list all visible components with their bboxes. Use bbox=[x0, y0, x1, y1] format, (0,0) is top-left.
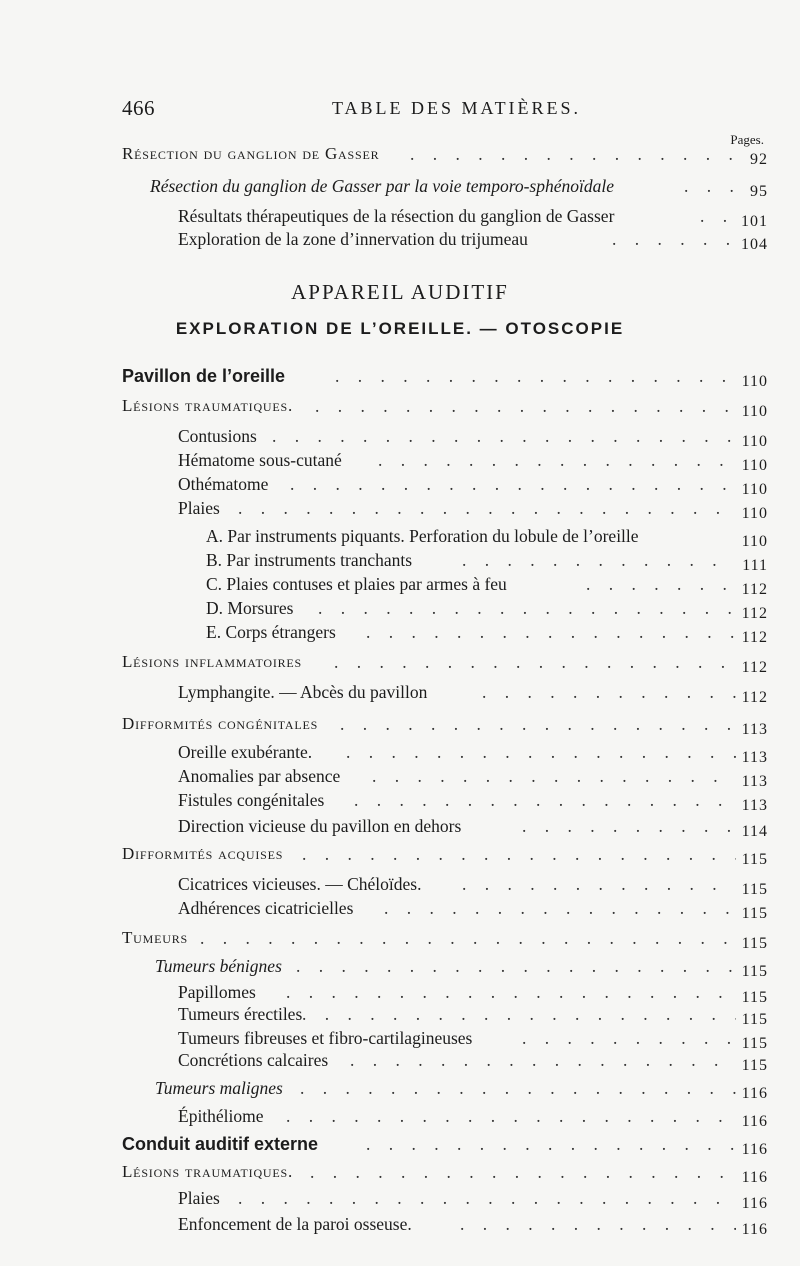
toc-entry-page: 104 bbox=[741, 236, 768, 253]
running-title: TABLE DES MATIÈRES. bbox=[332, 98, 582, 118]
dot-leader bbox=[366, 1132, 736, 1156]
dot-leader bbox=[290, 472, 736, 496]
pages-column-label: Pages. bbox=[730, 132, 764, 147]
dot-leader bbox=[310, 1160, 736, 1184]
toc-entry bbox=[0, 712, 800, 736]
dot-leader bbox=[315, 394, 736, 418]
toc-entry-page: 116 bbox=[741, 1221, 768, 1238]
toc-entry bbox=[0, 1132, 800, 1156]
toc-entry bbox=[0, 842, 800, 866]
toc-entry bbox=[0, 1212, 800, 1236]
dot-leader bbox=[335, 364, 736, 388]
toc-entry-label: Direction vicieuse du pavillon en dehors bbox=[178, 816, 462, 836]
toc-entry-label: Épithéliome bbox=[178, 1106, 264, 1126]
toc-entry bbox=[0, 954, 800, 978]
toc-entry bbox=[0, 764, 800, 788]
toc-entry-label: Tumeurs malignes bbox=[155, 1078, 283, 1098]
toc-entry-label: Lymphangite. — Abcès du pavillon bbox=[178, 682, 428, 702]
dot-leader bbox=[522, 1026, 736, 1050]
toc-entry bbox=[0, 814, 800, 838]
toc-entry-label: E. Corps étrangers bbox=[206, 622, 336, 642]
toc-entry bbox=[0, 1026, 800, 1050]
toc-entry-page: 112 bbox=[741, 629, 768, 646]
toc-entry bbox=[0, 364, 800, 388]
dot-leader bbox=[354, 788, 736, 812]
dot-leader bbox=[366, 620, 736, 644]
toc-entry-page: 116 bbox=[741, 1141, 768, 1158]
toc-entry-page: 111 bbox=[742, 557, 768, 574]
toc-entry bbox=[0, 572, 800, 596]
dot-leader bbox=[272, 424, 736, 448]
toc-entry-label: Lésions inflammatoires bbox=[122, 652, 303, 671]
dot-leader bbox=[238, 1186, 736, 1210]
toc-entry-label: Fistules congénitales bbox=[178, 790, 325, 810]
toc-entry-page: 115 bbox=[741, 1035, 768, 1052]
toc-entry-page: 115 bbox=[741, 1057, 768, 1074]
toc-entry bbox=[0, 650, 800, 674]
toc-entry bbox=[0, 496, 800, 520]
toc-entry-label: Othématome bbox=[178, 474, 269, 494]
toc-entry bbox=[0, 448, 800, 472]
dot-leader bbox=[384, 896, 736, 920]
toc-entry bbox=[0, 394, 800, 418]
toc-entry-page: 112 bbox=[741, 689, 768, 706]
toc-entry-page: 95 bbox=[750, 183, 768, 200]
dot-leader bbox=[318, 596, 736, 620]
toc-entry-page: 110 bbox=[741, 433, 768, 450]
toc-entry bbox=[0, 548, 800, 572]
toc-entry-label: Difformités acquises bbox=[122, 844, 284, 863]
toc-entry-page: 115 bbox=[741, 989, 768, 1006]
toc-entry bbox=[0, 620, 800, 644]
toc-entry-label: Adhérences cicatricielles bbox=[178, 898, 354, 918]
toc-entry-label: Lésions traumatiques. bbox=[122, 396, 294, 415]
dot-leader bbox=[302, 1002, 736, 1026]
dot-leader bbox=[302, 842, 736, 866]
toc-entry bbox=[0, 1048, 800, 1072]
toc-entry-page: 110 bbox=[741, 533, 768, 550]
toc-entry-page: 110 bbox=[741, 481, 768, 498]
toc-entry-label: Tumeurs érectiles bbox=[178, 1004, 303, 1024]
toc-entry bbox=[0, 524, 800, 548]
toc-entry-page: 115 bbox=[741, 963, 768, 980]
toc-entry bbox=[0, 596, 800, 620]
toc-entry-page: 115 bbox=[741, 881, 768, 898]
toc-entry bbox=[0, 926, 800, 950]
toc-entry-label: Résection du ganglion de Gasser par la voie temporo-sphénoïdale bbox=[150, 176, 614, 196]
toc-entry bbox=[0, 1076, 800, 1100]
toc-entry-page: 116 bbox=[741, 1113, 768, 1130]
toc-entry-page: 101 bbox=[741, 213, 768, 230]
toc-entry-label: Conduit auditif externe bbox=[122, 1134, 319, 1154]
dot-leader bbox=[700, 204, 736, 228]
toc-entry-page: 115 bbox=[741, 851, 768, 868]
toc-entry bbox=[0, 142, 800, 166]
dot-leader bbox=[684, 174, 736, 198]
toc-entry bbox=[0, 1002, 800, 1026]
dot-leader bbox=[482, 680, 736, 704]
toc-entry-page: 116 bbox=[741, 1169, 768, 1186]
dot-leader bbox=[300, 1076, 736, 1100]
dot-leader bbox=[372, 764, 736, 788]
toc-entry-label: Pavillon de l’oreille bbox=[122, 366, 286, 386]
toc-entry-label: B. Par instruments tranchants bbox=[206, 550, 413, 570]
toc-entry bbox=[0, 788, 800, 812]
page-number: 466 bbox=[122, 96, 155, 120]
dot-leader bbox=[378, 448, 736, 472]
toc-entry-page: 110 bbox=[741, 403, 768, 420]
toc-entry-label: Papillomes bbox=[178, 982, 256, 1002]
toc-entry-label: Tumeurs bénignes bbox=[155, 956, 282, 976]
toc-entry-page: 110 bbox=[741, 505, 768, 522]
dot-leader bbox=[340, 712, 736, 736]
dot-leader bbox=[612, 227, 736, 251]
toc-entry bbox=[0, 896, 800, 920]
toc-entry-label: A. Par instruments piquants. Perforation du lobule de l’oreille bbox=[206, 526, 639, 546]
dot-leader bbox=[522, 814, 736, 838]
toc-entry-label: Anomalies par absence bbox=[178, 766, 341, 786]
subsection-title: EXPLORATION DE L’OREILLE. — OTOSCOPIE bbox=[175, 319, 625, 338]
toc-entry-page: 92 bbox=[750, 151, 768, 168]
toc-entry-label: Difformités congénitales bbox=[122, 714, 319, 733]
toc-entry bbox=[0, 980, 800, 1004]
toc-entry bbox=[0, 680, 800, 704]
toc-entry-label: Plaies bbox=[178, 498, 220, 518]
toc-entry bbox=[0, 740, 800, 764]
page-header bbox=[122, 96, 764, 147]
toc-entry-label: Cicatrices vicieuses. — Chéloïdes. bbox=[178, 874, 422, 894]
toc-entry-label: Tumeurs fibreuses et fibro-cartilagineuses bbox=[178, 1028, 473, 1048]
toc-entry-page: 116 bbox=[741, 1085, 768, 1102]
toc-entry-label: Résultats thérapeutiques de la résection du ganglion de Gasser bbox=[178, 206, 615, 226]
dot-leader bbox=[296, 954, 736, 978]
dot-leader bbox=[586, 572, 736, 596]
toc-entry-label: Oreille exubérante. bbox=[178, 742, 313, 762]
toc-entry bbox=[0, 227, 800, 251]
toc-entry-page: 115 bbox=[741, 1011, 768, 1028]
toc-entry bbox=[0, 424, 800, 448]
dot-leader bbox=[462, 872, 736, 896]
toc-entry-label: Tumeurs bbox=[122, 928, 188, 947]
toc-entry-label: D. Morsures bbox=[206, 598, 294, 618]
toc-entry-label: Lésions traumatiques. bbox=[122, 1162, 294, 1181]
dot-leader bbox=[462, 548, 736, 572]
dot-leader bbox=[460, 1212, 736, 1236]
toc-entry-label: Enfoncement de la paroi osseuse. bbox=[178, 1214, 412, 1234]
dot-leader bbox=[350, 1048, 736, 1072]
toc-entry bbox=[0, 204, 800, 228]
toc-entry-page: 112 bbox=[741, 581, 768, 598]
toc-entry-page: 110 bbox=[741, 373, 768, 390]
toc-entry-label: Exploration de la zone d’innervation du trijumeau bbox=[178, 229, 528, 249]
toc-entry-page: 110 bbox=[741, 457, 768, 474]
toc-entry bbox=[0, 872, 800, 896]
toc-entry-label: Hématome sous-cutané bbox=[178, 450, 342, 470]
toc-entry-page: 112 bbox=[741, 659, 768, 676]
dot-leader bbox=[200, 926, 736, 950]
toc-entry bbox=[0, 174, 800, 198]
toc-entry-page: 113 bbox=[741, 721, 768, 738]
toc-entry-page: 116 bbox=[741, 1195, 768, 1212]
toc-entry-page: 112 bbox=[741, 605, 768, 622]
toc-entry bbox=[0, 1160, 800, 1184]
dot-leader bbox=[286, 1104, 736, 1128]
section-title: APPAREIL AUDITIF bbox=[291, 280, 509, 304]
toc-entry bbox=[0, 1104, 800, 1128]
toc-entry-page: 114 bbox=[741, 823, 768, 840]
dot-leader bbox=[238, 496, 736, 520]
dot-leader bbox=[410, 142, 736, 166]
toc-entry-label: Plaies bbox=[178, 1188, 220, 1208]
toc-entry-page: 115 bbox=[741, 905, 768, 922]
toc-entry-label: Contusions bbox=[178, 426, 257, 446]
toc-entry-label: Concrétions calcaires bbox=[178, 1050, 329, 1070]
toc-entry-page: 113 bbox=[741, 797, 768, 814]
toc-entry-page: 113 bbox=[741, 773, 768, 790]
toc-entry-label: Résection du ganglion de Gasser bbox=[122, 144, 380, 163]
toc-entry-page: 115 bbox=[741, 935, 768, 952]
dot-leader bbox=[346, 740, 736, 764]
toc-entry-page: 113 bbox=[741, 749, 768, 766]
dot-leader bbox=[286, 980, 736, 1004]
toc-entry-label: C. Plaies contuses et plaies par armes à feu bbox=[206, 574, 507, 594]
toc-entry bbox=[0, 472, 800, 496]
dot-leader bbox=[334, 650, 736, 674]
toc-entry bbox=[0, 1186, 800, 1210]
